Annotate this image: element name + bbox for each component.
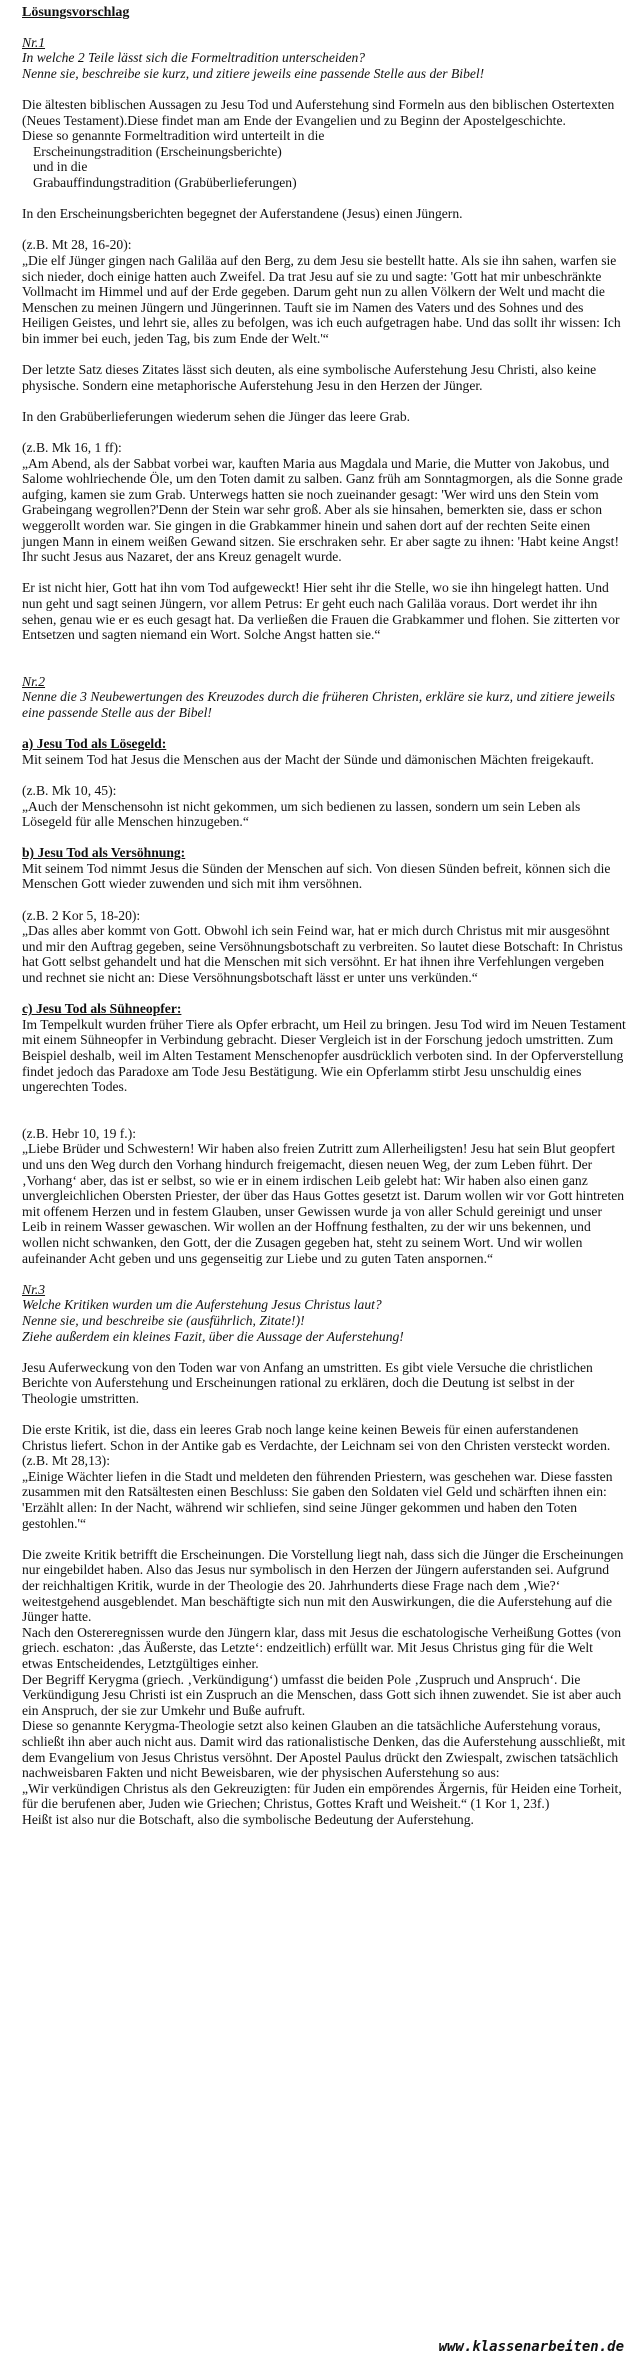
section-nr3: [22, 1282, 626, 1828]
paragraph: In den Erscheinungsberichten begegnet der Auferstandene (Jesus) einen Jüngern.: [22, 206, 463, 222]
bible-quote: „Die elf Jünger gingen nach Galiläa auf den Berg, zu dem Jesu sie bestellt hatte. Als sie ihn sahen, warfen sie sich nieder, doch einige hatten auch Zweifel. Da trat Jesu auf sie zu und sagte: 'Gott hat mir unbeschränkte Vollmacht im Himmel und auf der Erde gegeben. Darum geht nun zu allen Völkern der Welt und macht die Menschen zu meinen Jüngern und Jüngerinnen. Tauft sie im Namen des Vaters und des Sohnes und des Heiligen Geistes, und lehrt sie, alles zu befolgen, was ich euch aufgetragen habe. Und das sollt ihr wissen: Ich bin immer bei euch, jeden Tag, bis zum Ende der Welt.'“: [22, 252, 621, 346]
bible-quote: „Liebe Brüder und Schwestern! Wir haben also freien Zutritt zum Allerheiligsten! Jesu hat sein Blut geopfert und uns den Weg durch den Vorhang hindurch freigemacht, diesen neuen Weg, der zum Leben führt. Der ‚Vorhang‘ aber, das ist er selbst, so wie er in einem irdischen Leib gelebt hat: Wir haben also einen ganz unvergleichlichen Obersten Priester, der über das Haus Gottes gesetzt ist. Darum wollen wir vor Gott hintreten mit offenem Herzen und in festem Glauben, unser Gewissen wurde ja von aller Schuld gereinigt und unser Leib in reinem Wasser gewaschen. Wir wollen an der Hoffnung festhalten, zu der wir uns bekennen, und wollen nicht schwanken, den Gott, der die Zusagen gegeben hat, steht zu seinem Wort. Und wir wollen aufeinander Acht geben und uns gegenseitig zur Liebe und zu guten Taten anspornen.“: [22, 1141, 625, 1266]
paragraph: Jesu Auferweckung von den Toden war von Anfang an umstritten. Es gibt viele Versuche die christlichen Berichte von Auferstehung und Erscheinungen rational zu erklären, doch die Deutung ist selbst in der Theologie umstritten.: [22, 1359, 593, 1406]
footer-watermark: www.klassenarbeiten.de: [438, 2339, 624, 2355]
list-item: Erscheinungstradition (Erscheinungsberichte): [33, 143, 282, 159]
paragraph: Mit seinem Tod hat Jesus die Menschen aus der Macht der Sünde und dämonischen Mächten freigekauft.: [22, 751, 594, 767]
section-nr1: [22, 35, 626, 643]
bible-quote: „Auch der Menschensohn ist nicht gekommen, um sich bedienen zu lassen, sondern um sein Leben als Lösegeld für alle Menschen hinzugeben.“: [22, 798, 581, 830]
paragraph: Die erste Kritik, ist die, dass ein leeres Grab noch lange keine keinen Beweis für einen auferstandenen Christus liefert. Schon in der Antike gab es Verdachte, der Leichnam sei von den Christen versteckt worden.: [22, 1422, 611, 1453]
list-item: und in die: [33, 159, 88, 175]
bible-quote: „Wir verkündigen Christus als den Gekreuzigten: für Juden ein empörendes Ärgernis, für Heiden eine Torheit, für die berufenen aber, Juden wie Griechen; Christus, Gottes Kraft und Weisheit.“ (1 Kor 1, 23f.): [22, 1780, 622, 1812]
bible-quote: Er ist nicht hier, Gott hat ihn vom Tod aufgeweckt! Hier seht ihr die Stelle, wo sie ihn hingelegt hatten. Und nun geht und sagt seinen Jüngern, vor allem Petrus: Er geht euch nach Galiläa voraus. Dort werdet ihr ihn sehen, genau wie er es euch gesagt hat. Da verließen die Frauen die Grabkammer und flohen. Sie zitterten vor Entsetzen und sagten niemand ein Wort. Solche Angst hatten sie.“: [22, 580, 620, 643]
bible-reference: (z.B. Hebr 10, 19 f.):: [22, 1125, 137, 1141]
section-label: Nr.3: [22, 1281, 46, 1297]
question-line: In welche 2 Teile lässt sich die Formeltradition unterscheiden?: [22, 50, 366, 66]
paragraph: Diese so genannte Formeltradition wird unterteilt in die: [22, 128, 325, 144]
section-label: Nr.2: [22, 673, 46, 689]
paragraph: Der letzte Satz dieses Zitates lässt sich deuten, als eine symbolische Auferstehung Jesu Christi, also keine physische. Sondern eine metaphorische Auferstehung Jesu in den Herzen der Jünger.: [22, 362, 597, 393]
paragraph: Die ältesten biblischen Aussagen zu Jesu Tod und Auferstehung sind Formeln aus den biblischen Ostertexten (Neues Testament).Diese findet man am Ende der Evangelien und zu Beginn der Apostelgeschichte.: [22, 96, 615, 128]
bible-reference: (z.B. Mk 10, 45):: [22, 782, 117, 798]
bible-reference: (z.B. Mt 28,13):: [22, 1453, 110, 1469]
paragraph: Im Tempelkult wurden früher Tiere als Opfer erbracht, um Heil zu bringen. Jesu Tod wird im Neuen Testament mit einem Sühneopfer in Verbindung gebracht. Dieser Vergleich ist in der Forschung jedoch umstritten. Zum Beispiel deshalb, weil im Alten Testament Menschenopfer ausdrücklich verboten sind. In der Opferverstellung findet jedoch das Paradoxe am Tode Jesu Bestätigung. Wie ein Opferlamm stirbt Jesu unschuldig eines ungerechten Todes.: [22, 1016, 626, 1095]
bible-quote: „Am Abend, als der Sabbat vorbei war, kauften Maria aus Magdala und Marie, die Mutter von Jakobus, und Salome wohlriechende Öle, um den Toten damit zu salben. Ganz früh am Sonntagmorgen, als die Sonne grade aufging, kamen sie zum Grab. Unterwegs hatten sie noch zueinander gesagt: 'Wer wird uns den Stein vom Grabeingang wegrollen?'Denn der Stein war sehr groß. Aber als sie hinsahen, bemerkten sie, dass er schon weggerollt worden war. Sie gingen in die Grabkammer hinein und sahen dort auf der rechten Seite einen jungen Mann in einem weißen Gewand sitzen. Sie erschraken sehr. Er aber sagte zu ihnen: 'Habt keine Angst! Ihr sucht Jesus aus Nazaret, der ans Kreuz genagelt wurde.: [22, 455, 623, 565]
bible-reference: (z.B. Mt 28, 16-20):: [22, 237, 132, 253]
bible-quote: „Einige Wächter liefen in die Stadt und meldeten den führenden Priestern, was geschehen war. Diese fassten zusammen mit den Ratsältesten einen Beschluss: Sie gaben den Soldaten viel Geld und schärften ihnen ein: 'Erzählt allen: In der Nacht, während wir schliefen, sind seine Jünger gekommen und haben den Toten gestohlen.'“: [22, 1468, 613, 1531]
paragraph: Die zweite Kritik betrifft die Erscheinungen. Die Vorstellung liegt nah, dass sich die Jünger die Erscheinungen nur eingebildet haben. Also das Jesus nur symbolisch in den Herzen der Jüngern auferstanden sei. Aufgrund der reichhaltigen Kritik, wurde in der Theologie des 20. Jahrhunderts diese Frage nach dem ‚Wie?‘ weitestgehend ausgeblendet. Man beschäftigte sich nun mit den Auswirkungen, die die Auferstehung auf die Jünger hatte.: [22, 1546, 624, 1625]
bible-reference: (z.B. 2 Kor 5, 18-20):: [22, 907, 141, 923]
paragraph: Mit seinem Tod nimmt Jesus die Sünden der Menschen auf sich. Von diesen Sünden befreit, können sich die Menschen Gott wieder zuwenden und sich mit ihm versöhnen.: [22, 860, 611, 892]
paragraph: Diese so genannte Kerygma-Theologie setzt also keinen Glauben an die tatsächliche Auferstehung voraus, schließt ihn aber auch nicht aus. Damit wird das rationalistische Denken, das die Auferstehung ausschließt, mit dem Evangelium von Jesus Christus versöhnt. Der Apostel Paulus drückt den Zwiespalt, zwischen tatsächlich nachweisbaren Fakten und nicht Beweisbaren, wie der physischen Auferstehung so aus:: [22, 1718, 626, 1781]
bible-reference: (z.B. Mk 16, 1 ff):: [22, 440, 122, 456]
paragraph: In den Grabüberlieferungen wiederum sehen die Jünger das leere Grab.: [22, 408, 411, 424]
page-title: Lösungsvorschlag: [22, 5, 130, 20]
section-nr2: [22, 674, 626, 1266]
subheading: b) Jesu Tod als Versöhnung:: [22, 845, 186, 861]
subheading: a) Jesu Tod als Lösegeld:: [22, 736, 167, 752]
question-line: Welche Kritiken wurden um die Auferstehung Jesus Christus laut?: [22, 1297, 382, 1313]
list-item: Grabauffindungstradition (Grabüberlieferungen): [33, 174, 297, 190]
question-line: Ziehe außerdem ein kleines Fazit, über die Aussage der Auferstehung!: [22, 1328, 404, 1344]
bible-quote: „Das alles aber kommt von Gott. Obwohl ich sein Feind war, hat er mich durch Christus mit mir ausgesöhnt und mir den Auftrag gegeben, seine Versöhnungsbotschaft zu verbreiten. So lautet diese Botschaft: In Christus hat Gott selbst gehandelt und hat die Menschen mit sich versöhnt. Er hat ihnen ihre Verfehlungen vergeben und rechnet sie nicht an: Diese Versöhnungsbotschaft lässt er unter uns verkünden.“: [22, 923, 623, 986]
subheading: c) Jesu Tod als Sühneopfer:: [22, 1001, 182, 1017]
question-line: Nenne die 3 Neubewertungen des Kreuzodes durch die früheren Christen, erkläre sie kurz, und zitiere jeweils eine passende Stelle aus der Bibel!: [22, 689, 615, 720]
paragraph: Heißt ist also nur die Botschaft, also die symbolische Bedeutung der Auferstehung.: [22, 1811, 474, 1827]
question-line: Nenne sie, und beschreibe sie (ausführlich, Zitate!)!: [22, 1312, 305, 1328]
paragraph: Nach den Ostereregnissen wurde den Jüngern klar, dass mit Jesus die eschatologische Verheißung Gottes (von griech. eschaton: ‚das Äußerste, das Letzte‘: endzeitlich) erfüllt war. Mit Jesus Christus ging für die Welt etwas Entscheidendes, Letztgültiges einher.: [22, 1624, 622, 1671]
question-line: Nenne sie, beschreibe sie kurz, und zitiere jeweils eine passende Stelle aus der Bibel!: [22, 65, 485, 81]
section-label: Nr.1: [22, 34, 46, 50]
paragraph: Der Begriff Kerygma (griech. ‚Verkündigung‘) umfasst die beiden Pole ‚Zuspruch und Anspruch‘. Die Verkündigung Jesu Christi ist ein Zuspruch an die Menschen, dass Gott sich ihnen zuwendet. Sie ist aber auch ein Anspruch, der sie zur Umkehr und Buße aufruft.: [22, 1671, 622, 1718]
